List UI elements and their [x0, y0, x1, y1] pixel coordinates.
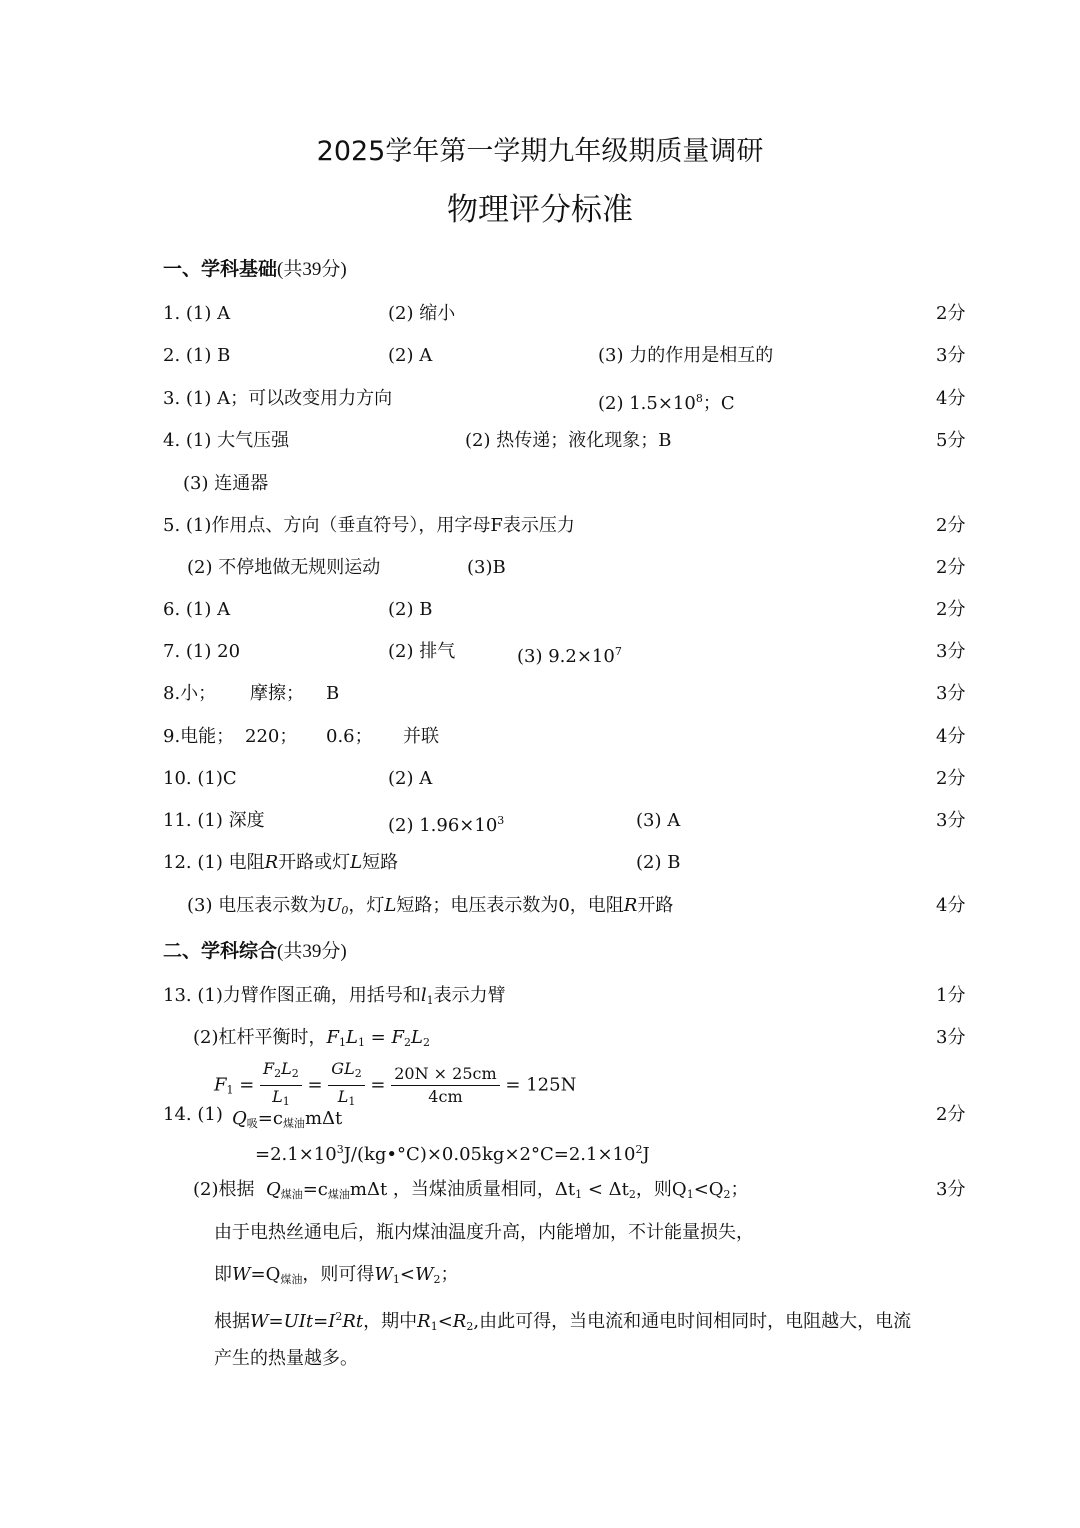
q5-part2: (2) 不停地做无规则运动	[187, 557, 381, 578]
q5-part3: (3)B	[467, 557, 506, 578]
q9-part4: 并联	[403, 726, 439, 747]
fraction-gl2-over-l1: $\frac{GL_2}{L_1}$	[328, 1058, 364, 1113]
fraction-values: $\frac{20N \times 25cm}{4cm}$	[391, 1063, 499, 1108]
q5-score-1: 2分	[936, 515, 966, 536]
q6-part2: (2) B	[388, 599, 433, 620]
q7-part1: 7. (1) 20	[163, 641, 241, 662]
q11-part1: 11. (1) 深度	[163, 810, 265, 831]
q14-explanation-4: 产生的热量越多。	[214, 1348, 358, 1369]
q7-part3: (3) $9.2\times 10^7$	[517, 645, 622, 667]
q3-part1: 3. (1) A；可以改变用力方向	[163, 388, 393, 409]
document-title: 2025学年第一学期九年级期质量调研	[316, 136, 764, 167]
q9-part1: 9.电能；	[163, 726, 235, 747]
q12-part1: 12. (1) 电阻R开路或灯L短路	[163, 852, 399, 873]
q14-heat-calculation: $=2.1\times 10^3J/(kg•^\circ C)\times 0.05kg\times 2^\circ C=2.1\times 10^2J$	[255, 1143, 650, 1165]
q7-part2: (2) 排气	[388, 641, 456, 662]
fraction-f2l2-over-l1: $\frac{F_2L_2}{L_1}$	[260, 1058, 302, 1113]
q13-score-2: 3分	[936, 1027, 966, 1048]
q2-part2: (2) A	[388, 345, 433, 366]
q1-score: 2分	[936, 303, 966, 324]
q6-score: 2分	[936, 599, 966, 620]
q14-part2: (2)根据 $Q_{煤油}=c_{煤油}m\Delta t$ ，当煤油质量相同，$\Delta t_1 < \Delta t_2$，则$Q_1<Q_2$；	[193, 1179, 749, 1201]
q14-score-2: 3分	[936, 1179, 966, 1200]
q10-score: 2分	[936, 768, 966, 789]
q12-score: 4分	[936, 895, 966, 916]
q14-label: 14. (1)	[163, 1104, 223, 1125]
q14-explanation-3: 根据$W=UIt=I^2Rt$，期中$R_1<R_2$,由此可得，当电流和通电时间相同时，电阻越大，电流	[214, 1310, 912, 1333]
q2-score: 3分	[936, 345, 966, 366]
q9-score: 4分	[936, 726, 966, 747]
q3-part2: (2) $1.5\times 10^8$；C	[598, 392, 735, 414]
q12-part2: (2) B	[636, 852, 681, 873]
q11-score: 3分	[936, 810, 966, 831]
q10-part1: 10. (1)C	[163, 768, 237, 789]
q13-score-1: 1分	[936, 985, 966, 1006]
q4-score: 5分	[936, 430, 966, 451]
section-1-heading: 一、学科基础(共39分)	[163, 258, 347, 280]
q14-explanation-1: 由于电热丝通电后，瓶内煤油温度升高，内能增加，不计能量损失，	[214, 1222, 754, 1243]
q13-part2: (2)杠杆平衡时，$F_1L_1 = F_2L_2$	[193, 1027, 430, 1049]
q8-part2: 摩擦；	[250, 683, 304, 704]
q1-part1: 1. (1) A	[163, 303, 231, 324]
q13-part1: 13. (1)力臂作图正确，用括号和$l_1$表示力臂	[163, 985, 506, 1007]
section-2-heading: 二、学科综合(共39分)	[163, 940, 347, 962]
q14-score-1: 2分	[936, 1104, 966, 1125]
q10-part2: (2) A	[388, 768, 433, 789]
q4-part2: (2) 热传递；液化现象；B	[465, 430, 672, 451]
q8-part1: 8.小；	[163, 683, 217, 704]
q9-part2: 220；	[245, 726, 298, 747]
q4-part1: 4. (1) 大气压强	[163, 430, 290, 451]
q8-part3: B	[326, 683, 340, 704]
q11-part2: (2) $1.96\times 10^3$	[388, 814, 505, 836]
lever-formula: $F_1$ = $\frac{F_2L_2}{L_1}$ = $\frac{GL_2}{L_1}$ = $\frac{20N \times 25cm}{4cm}$ = 125N	[214, 1058, 576, 1116]
q11-part3: (3) A	[636, 810, 681, 831]
q3-score: 4分	[936, 388, 966, 409]
q6-part1: 6. (1) A	[163, 599, 231, 620]
q12-part3: (3) 电压表示数为$U_0$，灯L短路；电压表示数为0，电阻R开路	[187, 895, 674, 917]
q2-part3: (3) 力的作用是相互的	[598, 345, 774, 366]
q14-heat-formula: $Q_吸=c_{煤油}m\Delta t$	[232, 1108, 343, 1130]
q4-part3: (3) 连通器	[183, 473, 269, 494]
q14-explanation-2: 即$W=Q_{煤油}$，则可得$W_1<W_2$；	[214, 1264, 459, 1286]
document-subtitle: 物理评分标准	[447, 192, 633, 228]
q2-part1: 2. (1) B	[163, 345, 231, 366]
q7-score: 3分	[936, 641, 966, 662]
q5-part1: 5. (1)作用点、方向（垂直符号），用字母F表示压力	[163, 515, 575, 536]
q9-part3: 0.6；	[326, 726, 373, 747]
q1-part2: (2) 缩小	[388, 303, 456, 324]
q5-score-2: 2分	[936, 557, 966, 578]
q8-score: 3分	[936, 683, 966, 704]
